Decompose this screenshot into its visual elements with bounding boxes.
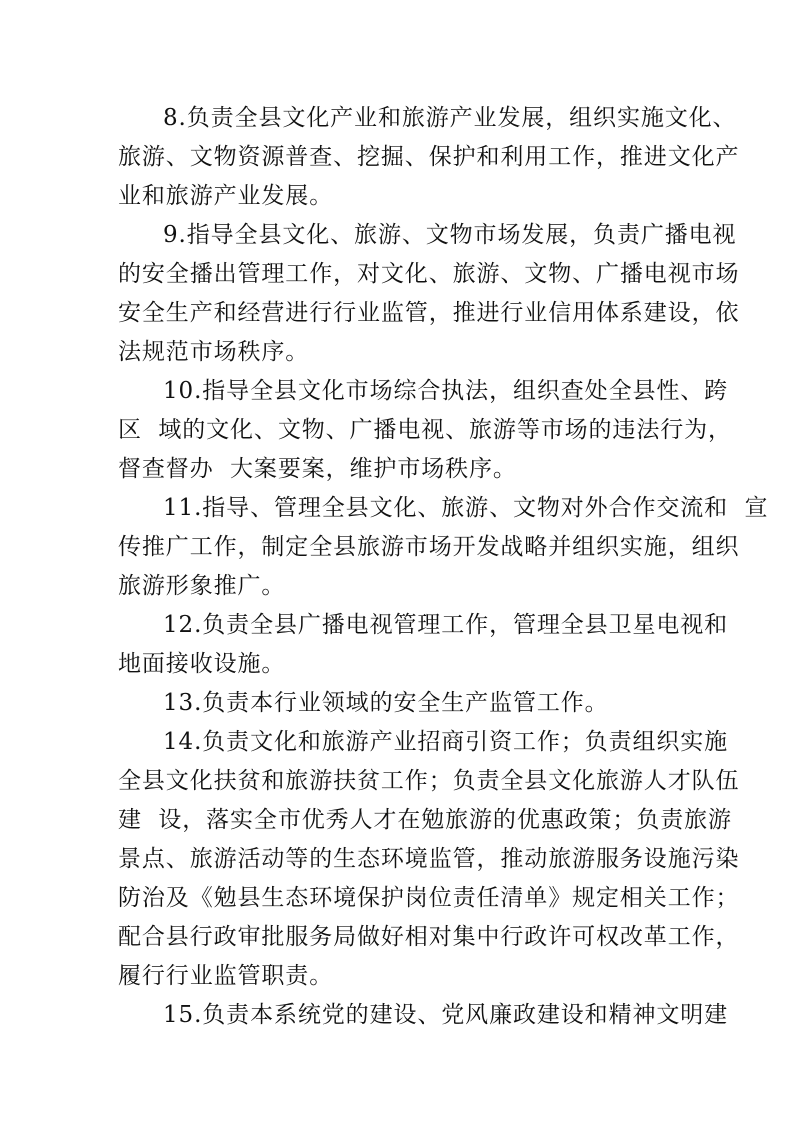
item-10-line-3: 督查督办 大案要案，维护市场秩序。 <box>118 456 517 482</box>
item-11-line-3: 旅游形象推广。 <box>118 573 286 599</box>
item-15-line-1: 15.负责本系统党的建设、党风廉政建设和精神文明建 <box>163 1002 729 1028</box>
item-11-line-2: 传推广工作，制定全县旅游市场开发战略并组织实施，组织 <box>118 534 740 560</box>
item-14-line-6: 配合县行政审批服务局做好相对集中行政许可权改革工作， <box>118 924 740 950</box>
item-10-line-1: 10.指导全县文化市场综合执法，组织查处全县性、跨 <box>163 378 729 404</box>
item-8-line-3: 业和旅游产业发展。 <box>118 183 334 209</box>
item-14-line-1: 14.负责文化和旅游产业招商引资工作；负责组织实施 <box>163 729 729 755</box>
item-14-line-3: 建 设，落实全市优秀人才在勉旅游的优惠政策；负责旅游 <box>118 807 732 833</box>
item-14-line-2: 全县文化扶贫和旅游扶贫工作；负责全县文化旅游人才队伍 <box>118 768 740 794</box>
item-12-line-1: 12.负责全县广播电视管理工作，管理全县卫星电视和 <box>163 612 729 638</box>
item-13-line-1: 13.负责本行业领域的安全生产监管工作。 <box>163 690 609 716</box>
item-8-line-2: 旅游、文物资源普查、挖掘、保护和利用工作，推进文化产 <box>118 144 740 170</box>
item-9-line-4: 法规范市场秩序。 <box>118 339 310 365</box>
item-14-line-5: 防治及《勉县生态环境保护岗位责任清单》规定相关工作； <box>118 885 740 911</box>
item-10-line-2: 区 域的文化、文物、广播电视、旅游等市场的违法行为， <box>118 417 732 443</box>
item-9-line-3: 安全生产和经营进行行业监管，推进行业信用体系建设，依 <box>118 300 740 326</box>
item-12-line-2: 地面接收设施。 <box>118 651 286 677</box>
item-11-line-1: 11.指导、管理全县文化、旅游、文物对外合作交流和 宣 <box>163 495 769 521</box>
item-9-line-2: 的安全播出管理工作，对文化、旅游、文物、广播电视市场 <box>118 261 740 287</box>
item-8-line-1: 8.负责全县文化产业和旅游产业发展，组织实施文化、 <box>163 105 737 131</box>
item-14-line-4: 景点、旅游活动等的生态环境监管，推动旅游服务设施污染 <box>118 846 740 872</box>
item-9-line-1: 9.指导全县文化、旅游、文物市场发展，负责广播电视 <box>163 222 737 248</box>
item-14-line-7: 履行行业监管职责。 <box>118 963 334 989</box>
